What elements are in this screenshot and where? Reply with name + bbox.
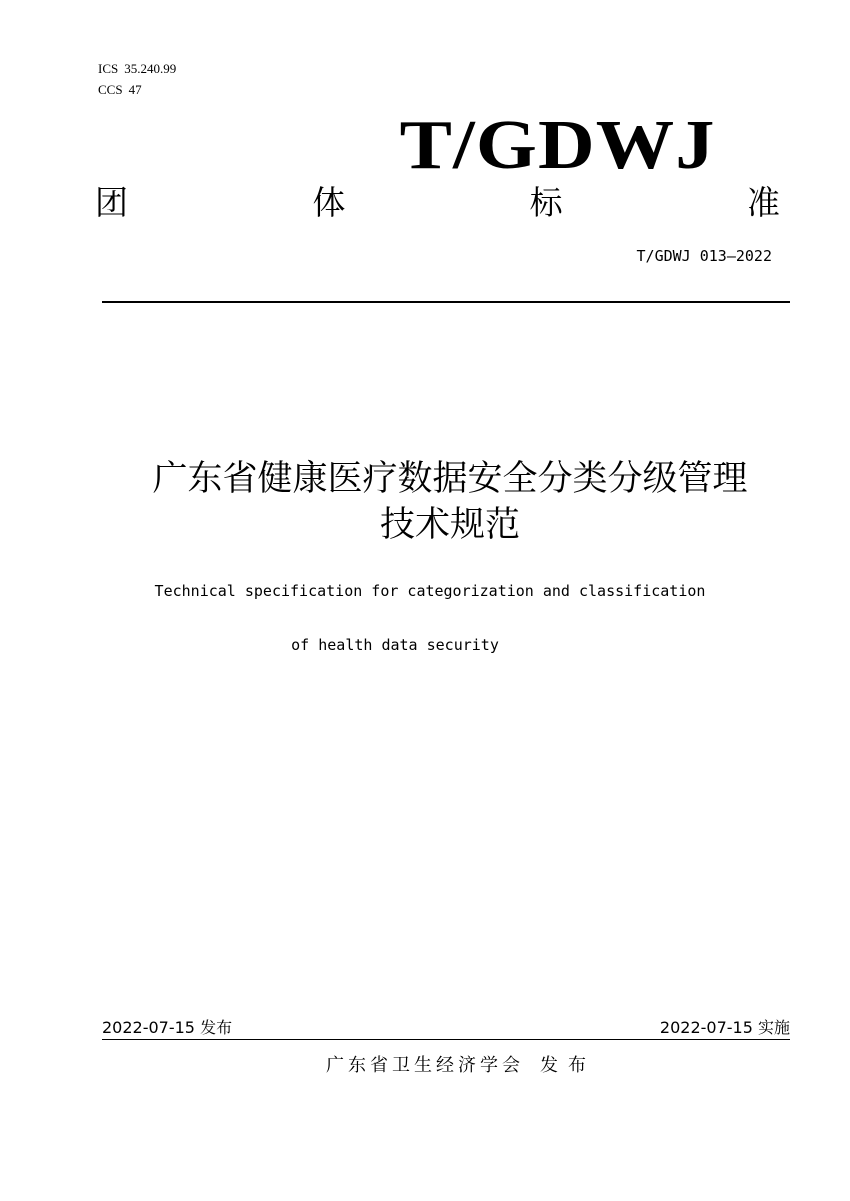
ccs-label: CCS [98, 82, 123, 97]
standard-type [95, 183, 780, 223]
ics-number: 35.240.99 [124, 61, 177, 76]
standard-type-char: 团 [95, 183, 128, 222]
publish-word: 发布 [540, 1055, 596, 1076]
ics-label: ICS [98, 61, 119, 76]
title-english-line2: of health data security [291, 636, 499, 654]
footer-divider [102, 1039, 790, 1040]
standard-type-char: 标 [529, 183, 563, 222]
standard-number: T/GDWJ 013—2022 [636, 247, 772, 265]
ccs-number: 47 [128, 82, 142, 97]
publish-date: 2022-07-15 发布 [102, 1018, 233, 1037]
implement-date: 2022-07-15 实施 [659, 1018, 790, 1037]
ics-code [98, 61, 176, 77]
ccs-code [98, 82, 142, 98]
publisher-name: 广东省卫生经济学会 [326, 1055, 524, 1076]
date-row [102, 1018, 790, 1038]
title-chinese-line2: 技术规范 [379, 505, 520, 545]
publisher [326, 1054, 596, 1078]
standard-type-char: 准 [746, 183, 780, 222]
header-divider [102, 301, 790, 303]
organization-code: T/GDWJ [399, 107, 716, 184]
title-chinese-line1: 广东省健康医疗数据安全分类分级管理 [152, 459, 748, 499]
standard-type-char: 体 [312, 183, 346, 222]
title-english-line1: Technical specification for categorization and classification [154, 582, 706, 600]
title-chinese [80, 457, 820, 547]
